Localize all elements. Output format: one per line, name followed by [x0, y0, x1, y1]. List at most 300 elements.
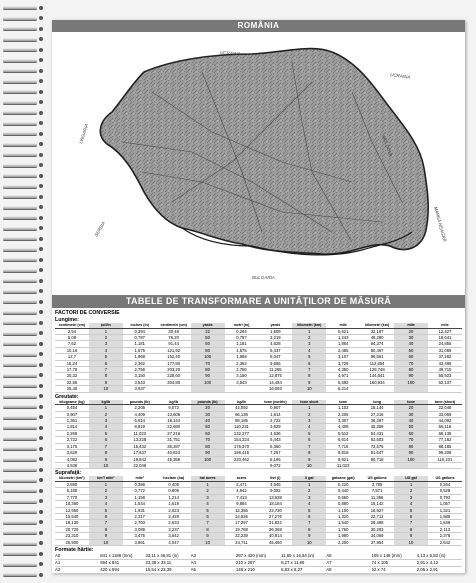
table-cell: 70 — [191, 360, 225, 366]
table-cell: 105 x 148 (mm) — [372, 553, 417, 560]
map-label-bulgaria: BULGARIA — [252, 275, 275, 280]
table-cell: 3,543 — [225, 379, 259, 385]
lengths-header-cell: centimetri (cm) — [157, 323, 191, 328]
table-cell: 7,257 — [258, 450, 292, 456]
binding-ring — [3, 563, 37, 566]
binding-hole — [39, 142, 43, 146]
table-cell: 6,614 — [123, 418, 157, 424]
table-cell: 112,654 — [360, 360, 394, 366]
binding-hole — [39, 468, 43, 472]
table-cell: 2,317 — [123, 513, 157, 519]
table-cell: 6 — [292, 360, 326, 366]
table-cell: 1,057 — [428, 501, 462, 507]
table-cell: 1 — [394, 481, 428, 487]
table-cell: 10,16 — [55, 347, 89, 353]
table-cell: 19,842 — [123, 456, 157, 462]
binding-ring — [3, 437, 37, 440]
binding-ring — [3, 164, 37, 167]
table-cell: A8 — [326, 566, 371, 573]
table-cell: 20 — [394, 405, 428, 411]
table-cell: 2,268 — [55, 430, 89, 436]
areas-header-cell: US gallons — [428, 476, 462, 481]
weights-header-cell: kilograme (kg) — [55, 400, 89, 405]
table-cell: 45,460 — [258, 539, 292, 545]
binding-hole — [39, 174, 43, 178]
table-cell: 5,83 x 8,27 — [281, 566, 326, 573]
table-cell: 2 — [89, 488, 123, 494]
table-cell: 3 — [394, 494, 428, 500]
romania-map — [52, 32, 465, 295]
table-cell: 198,416 — [225, 450, 259, 456]
table-cell: 63,503 — [360, 437, 394, 443]
table-cell: 54,431 — [360, 430, 394, 436]
binding-ring — [3, 573, 37, 576]
table-cell: 2,205 — [326, 411, 360, 417]
table-cell: 18,927 — [360, 507, 394, 513]
table-cell: 4 — [89, 501, 123, 507]
table-cell: 36,287 — [157, 443, 191, 449]
binding-ring — [3, 248, 37, 251]
areas-header-cell: US gallons — [360, 476, 394, 481]
table-cell: 2 — [292, 335, 326, 341]
table-cell: 4,13 x 5,83 (in) — [417, 553, 462, 560]
table-cell: 100 — [191, 456, 225, 462]
binding-hole — [39, 184, 43, 188]
table-cell: 48,280 — [360, 335, 394, 341]
table-cell: 30 — [394, 335, 428, 341]
binding-hole — [39, 216, 43, 220]
table-cell: A5 — [191, 566, 236, 573]
table-row — [55, 566, 462, 573]
table-cell: 154,324 — [225, 437, 259, 443]
table-cell: 2,756 — [225, 367, 259, 373]
binding-hole — [39, 195, 43, 199]
table-cell: 55,116 — [428, 424, 462, 430]
table-cell: 37,282 — [428, 354, 462, 360]
binding-hole — [39, 499, 43, 503]
binding-hole — [39, 436, 43, 440]
binding-ring — [3, 111, 37, 114]
table-cell: 2 — [89, 335, 123, 341]
table-cell: 31,751 — [157, 437, 191, 443]
table-cell: 1,361 — [55, 418, 89, 424]
table-cell: 11,023 — [123, 430, 157, 436]
table-cell: 80,467 — [360, 347, 394, 353]
binding-hole — [39, 16, 43, 20]
table-cell: 0,809 — [157, 488, 191, 494]
table-cell: 11,356 — [360, 494, 394, 500]
binding-ring — [3, 426, 37, 429]
table-cell: 0,220 — [326, 481, 360, 487]
table-cell: 90,718 — [360, 456, 394, 462]
table-cell: 3,089 — [123, 526, 157, 532]
table-cell: 7 — [89, 367, 123, 373]
table-cell: 5 — [89, 354, 123, 360]
table-row — [55, 462, 462, 468]
table-cell: 3,642 — [157, 533, 191, 539]
table-cell: 36,368 — [258, 526, 292, 532]
table-cell: 110,231 — [225, 424, 259, 430]
lengths-header-cell: inches (in) — [123, 323, 157, 328]
binding-hole — [39, 111, 43, 115]
table-cell: 7 — [89, 520, 123, 526]
table-cell: 2,485 — [326, 347, 360, 353]
table-cell: 8 — [292, 450, 326, 456]
binding-hole — [39, 531, 43, 535]
table-cell: 66,139 — [225, 411, 259, 417]
table-cell: 18,130 — [55, 520, 89, 526]
table-cell: 16,54 x 23,39 — [145, 566, 190, 573]
table-cell — [191, 462, 225, 468]
table-cell: 4,082 — [55, 456, 89, 462]
table-cell: 6 — [191, 513, 225, 519]
table-cell: 26,498 — [360, 520, 394, 526]
table-cell: 7,770 — [55, 494, 89, 500]
binding-ring — [3, 363, 37, 366]
binding-hole — [39, 415, 43, 419]
map-label-hungary: UNGARIA — [78, 123, 90, 145]
weights-body — [55, 405, 462, 469]
table-cell: 31,822 — [258, 520, 292, 526]
table-cell: 30 — [394, 411, 428, 417]
table-cell: 2,023 — [157, 507, 191, 513]
binding-ring — [3, 6, 37, 9]
binding-ring — [3, 531, 37, 534]
table-cell: 10 — [292, 462, 326, 468]
areas-header-cell: acres — [225, 476, 259, 481]
table-cell: 1 — [292, 481, 326, 487]
binding-ring — [3, 48, 37, 51]
table-cell: 66,139 — [428, 430, 462, 436]
table-cell: 160,934 — [360, 379, 394, 385]
table-cell: 1 — [292, 328, 326, 334]
areas-header-cell: ha/ acres — [191, 476, 225, 481]
binding-hole — [39, 562, 43, 566]
table-cell — [225, 462, 259, 468]
areas-header-cell: US gal — [394, 476, 428, 481]
table-cell: 2,590 — [55, 481, 89, 487]
table-cell: 18,144 — [157, 418, 191, 424]
table-row — [55, 386, 462, 392]
lengths-header-cell: mile — [326, 323, 360, 328]
binding-hole — [39, 289, 43, 293]
table-cell: 8 — [89, 450, 123, 456]
table-cell: 10 — [191, 539, 225, 545]
map-label-serbia: SERBIA — [93, 220, 107, 238]
map-label-black-sea: MAREA NEAGRĂ — [433, 205, 448, 243]
table-cell: 31,069 — [428, 347, 462, 353]
table-cell: 2,54 — [55, 328, 89, 334]
table-cell: A1 — [55, 559, 100, 566]
binding-ring — [3, 206, 37, 209]
table-cell: 5 — [89, 430, 123, 436]
table-cell: 1,214 — [157, 494, 191, 500]
binding-hole — [39, 258, 43, 262]
table-cell: 100 — [394, 456, 428, 462]
table-cell: 5 — [292, 354, 326, 360]
table-cell: 1,968 — [225, 354, 259, 360]
table-cell: 15,142 — [360, 501, 394, 507]
table-cell: 17,78 — [55, 367, 89, 373]
romania-territory — [100, 49, 428, 255]
romania-map-graphic — [52, 32, 465, 295]
binding-ring — [3, 542, 37, 545]
table-cell: 45,359 — [157, 456, 191, 462]
table-cell: 203,20 — [157, 367, 191, 373]
table-cell: 17,297 — [225, 520, 259, 526]
table-cell: 15,24 — [55, 360, 89, 366]
table-cell: 1,181 — [225, 341, 259, 347]
binding-ring — [3, 374, 37, 377]
map-label-ukraine-east: UCRAINA — [389, 72, 411, 80]
binding-ring — [3, 300, 37, 303]
binding-hole — [39, 310, 43, 314]
table-cell: 100 — [191, 379, 225, 385]
table-cell: 2,642 — [428, 539, 462, 545]
table-cell: 3,629 — [55, 450, 89, 456]
table-cell: 4 — [89, 424, 123, 430]
binding-ring — [3, 405, 37, 408]
table-cell: 1,814 — [55, 424, 89, 430]
table-cell: 1,619 — [157, 501, 191, 507]
table-cell: 74 x 105 — [372, 559, 417, 566]
table-cell: 0,793 — [428, 494, 462, 500]
table-cell: 2,722 — [258, 418, 292, 424]
table-cell: 4 — [191, 501, 225, 507]
table-cell: 1,158 — [123, 494, 157, 500]
table-cell: 4 — [394, 501, 428, 507]
table-cell: 3 — [89, 341, 123, 347]
table-cell: 4,409 — [123, 411, 157, 417]
table-cell: 24,711 — [225, 539, 259, 545]
table-cell: 2,703 — [123, 520, 157, 526]
table-cell: 90 — [394, 373, 428, 379]
table-cell: 10,360 — [55, 501, 89, 507]
binding-hole — [39, 363, 43, 367]
binding-ring — [3, 132, 37, 135]
table-cell: 1,814 — [258, 411, 292, 417]
table-cell: 8 — [292, 526, 326, 532]
binding-hole — [39, 457, 43, 461]
table-cell: 3,861 — [123, 539, 157, 545]
table-cell: 40,914 — [258, 533, 292, 539]
table-cell: 8 — [292, 373, 326, 379]
table-cell: 2 — [394, 488, 428, 494]
atlas-page — [52, 20, 465, 573]
weights-header-cell: tone (short) — [428, 400, 462, 405]
table-cell: 3,785 — [360, 481, 394, 487]
table-cell: 144,841 — [360, 373, 394, 379]
table-cell: 4 — [292, 501, 326, 507]
table-cell: 1,321 — [428, 507, 462, 513]
binding-hole — [39, 268, 43, 272]
binding-ring — [3, 311, 37, 314]
table-cell: 10 — [292, 386, 326, 392]
table-cell: 3,175 — [55, 443, 89, 449]
table-cell: 1 — [191, 481, 225, 487]
table-cell: 0,454 — [55, 405, 89, 411]
weights-header-cell: kg/lb — [157, 400, 191, 405]
binding-ring — [3, 384, 37, 387]
binding-hole — [39, 384, 43, 388]
table-cell: 18,641 — [428, 335, 462, 341]
binding-ring — [3, 69, 37, 72]
table-cell: 27,216 — [360, 411, 394, 417]
table-cell: 6 — [292, 513, 326, 519]
binding-hole — [39, 447, 43, 451]
binding-hole — [39, 58, 43, 62]
table-cell: 1,575 — [225, 347, 259, 353]
lengths-heading: Lungime: — [55, 317, 79, 323]
table-cell: 40 — [394, 418, 428, 424]
table-cell: A3 — [191, 553, 236, 560]
table-cell: 3 — [292, 341, 326, 347]
table-cell: 1 — [89, 481, 123, 487]
table-cell: 3,237 — [157, 526, 191, 532]
binding-ring — [3, 122, 37, 125]
table-cell: 220,462 — [225, 456, 259, 462]
binding-hole — [39, 163, 43, 167]
table-cell: 9 — [292, 379, 326, 385]
table-cell: 5 — [394, 507, 428, 513]
table-cell: 1,575 — [123, 347, 157, 353]
table-cell: 50 — [191, 424, 225, 430]
page-title: ROMÂNIA — [52, 20, 465, 32]
table-cell: 40 — [394, 341, 428, 347]
table-cell — [428, 386, 462, 392]
table-cell: 8,27 x 11,69 — [281, 559, 326, 566]
binding-hole — [39, 394, 43, 398]
table-cell: 52 x 74 — [372, 566, 417, 573]
table-cell: 27,276 — [258, 513, 292, 519]
tables-title: TABELE DE TRANSFORMARE A UNITĂŢILOR DE MĂSURĂ — [52, 295, 465, 308]
table-cell: 7,716 — [326, 443, 360, 449]
binding-ring — [3, 510, 37, 513]
table-cell — [157, 462, 191, 468]
table-cell: 7 — [292, 520, 326, 526]
table-cell: 7 — [191, 520, 225, 526]
table-cell: 1,760 — [326, 526, 360, 532]
conversion-tables — [52, 308, 465, 575]
binding-ring — [3, 479, 37, 482]
table-cell: 7 — [394, 520, 428, 526]
table-cell: 152,40 — [157, 354, 191, 360]
table-cell: 2,05 x 2,91 — [417, 566, 462, 573]
table-cell: 2,428 — [157, 513, 191, 519]
table-cell: 3,107 — [326, 354, 360, 360]
binding-ring — [3, 237, 37, 240]
weights-header-cell: pounds (lb) — [191, 400, 225, 405]
table-cell: 110,231 — [428, 456, 462, 462]
table-cell: 90 — [191, 373, 225, 379]
table-cell: 22,046 — [123, 462, 157, 468]
table-cell: 7 — [292, 443, 326, 449]
table-cell: 70 — [394, 437, 428, 443]
table-cell: 22 — [191, 328, 225, 334]
table-cell: 9 — [292, 456, 326, 462]
table-cell: 23,310 — [55, 533, 89, 539]
table-row — [55, 553, 462, 560]
table-cell: 2,378 — [428, 533, 462, 539]
table-cell: 7 — [292, 367, 326, 373]
table-cell: 1 — [89, 405, 123, 411]
table-cell: 1,100 — [326, 507, 360, 513]
areas-header-cell: galoane (gal) — [326, 476, 360, 481]
table-cell: 2,756 — [123, 367, 157, 373]
binding-hole — [39, 205, 43, 209]
table-cell — [191, 386, 225, 392]
table-row — [55, 539, 462, 545]
table-cell: 70 — [191, 437, 225, 443]
areas-header-cell: km²/ mile² — [89, 476, 123, 481]
table-cell: 6,350 — [258, 443, 292, 449]
table-cell: 0,787 — [225, 335, 259, 341]
binding-ring — [3, 195, 37, 198]
table-cell: 19,768 — [225, 526, 259, 532]
table-cell: 43,496 — [428, 360, 462, 366]
table-cell: 9 — [394, 533, 428, 539]
table-cell: 8 — [394, 526, 428, 532]
table-cell: 9,072 — [157, 405, 191, 411]
binding-ring — [3, 458, 37, 461]
binding-ring — [3, 101, 37, 104]
table-cell: 3,629 — [258, 424, 292, 430]
table-cell: 13,608 — [157, 411, 191, 417]
binding-hole — [39, 541, 43, 545]
table-cell: 22,712 — [360, 513, 394, 519]
table-cell: 2 — [292, 411, 326, 417]
table-cell: 8 — [89, 526, 123, 532]
table-cell: 40 — [191, 418, 225, 424]
table-cell: 9,656 — [258, 360, 292, 366]
lengths-header-cell: kilometri (km) — [360, 323, 394, 328]
weights-header-cell: tone (metric) — [258, 400, 292, 405]
binding-ring — [3, 332, 37, 335]
table-cell: 2,205 — [123, 405, 157, 411]
table-cell: 3 — [89, 494, 123, 500]
table-cell: 88,185 — [428, 443, 462, 449]
table-cell: 6,214 — [326, 386, 360, 392]
table-cell: 3,543 — [123, 379, 157, 385]
table-cell: 22,239 — [225, 533, 259, 539]
binding-hole — [39, 342, 43, 346]
table-cell: 594 x 841 — [100, 559, 145, 566]
table-cell — [394, 386, 428, 392]
table-cell: 8,819 — [123, 424, 157, 430]
map-label-ukraine-north: UCRAINA — [219, 50, 241, 57]
binding-hole — [39, 132, 43, 136]
lengths-header-cell: metri (m) — [225, 323, 259, 328]
table-cell: 7,413 — [225, 494, 259, 500]
table-cell: 0,787 — [123, 335, 157, 341]
binding-ring — [3, 59, 37, 62]
table-cell — [360, 386, 394, 392]
table-cell: 40,823 — [157, 450, 191, 456]
lengths-header-cell: kilometri (km) — [292, 323, 326, 328]
binding-hole — [39, 279, 43, 283]
table-cell: 5 — [292, 430, 326, 436]
binding-hole — [39, 520, 43, 524]
table-cell: 3,219 — [258, 335, 292, 341]
table-cell: 3,150 — [225, 373, 259, 379]
table-cell: 60 — [191, 341, 225, 347]
table-cell: 12,427 — [428, 328, 462, 334]
binding-ring — [3, 395, 37, 398]
table-cell: 5 — [89, 507, 123, 513]
table-cell: A0 — [55, 553, 100, 560]
table-cell: 841 x 1189 (mm) — [100, 553, 145, 560]
table-cell: 70 — [394, 360, 428, 366]
